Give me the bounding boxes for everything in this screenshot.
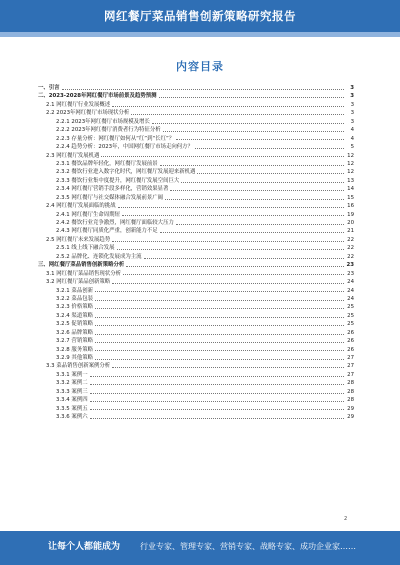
toc-entry[interactable] bbox=[38, 261, 354, 269]
toc-entry[interactable] bbox=[38, 371, 354, 379]
toc-leader-dots bbox=[112, 236, 344, 242]
toc-entry[interactable] bbox=[38, 396, 354, 404]
toc-entry-title: 3.2.1 菜品创新 bbox=[56, 287, 93, 294]
toc-entry-page: 25 bbox=[347, 312, 354, 319]
toc-entry-title: 3.2.5 促销策略 bbox=[56, 321, 93, 328]
toc-leader-dots bbox=[152, 118, 344, 124]
toc-leader-dots bbox=[90, 405, 344, 411]
toc-entry-page: 23 bbox=[346, 262, 354, 269]
toc-entry-title: 3.3.2 案例二 bbox=[56, 380, 88, 387]
toc-entry[interactable] bbox=[38, 236, 354, 244]
toc-leader-dots bbox=[95, 287, 344, 293]
toc-entry-title: 2.3.3 餐饮行业集中度提升，网红餐厅发展空间巨大 bbox=[56, 177, 180, 184]
toc-entry-page: 23 bbox=[347, 270, 354, 277]
toc-entry-title: 2.4.3 网红餐厅同质化严重，创新能力不足 bbox=[56, 228, 158, 235]
toc-entry-page: 24 bbox=[347, 287, 354, 294]
toc-entry-title: 2.4 网红餐厅发展面临的挑战 bbox=[46, 203, 116, 210]
toc-leader-dots bbox=[122, 211, 344, 217]
toc-leader-dots bbox=[112, 362, 344, 368]
toc-leader-dots bbox=[90, 396, 344, 402]
toc-entry-title: 2.3.5 网红餐厅与社交媒体融合发展前景广阔 bbox=[56, 194, 164, 201]
toc-entry-page: 27 bbox=[347, 355, 354, 361]
toc-entry-page: 5 bbox=[350, 144, 354, 151]
toc-entry[interactable] bbox=[38, 92, 354, 100]
toc-leader-dots bbox=[126, 261, 344, 267]
toc-entry-page: 26 bbox=[347, 338, 354, 345]
toc-entry-page: 12 bbox=[347, 152, 354, 159]
toc-entry-title: 三、网红餐厅菜品销售创新策略分析 bbox=[38, 262, 125, 269]
toc-entry-page: 19 bbox=[347, 211, 354, 218]
toc-entry-page: 3 bbox=[350, 110, 354, 117]
toc-entry[interactable] bbox=[38, 278, 354, 286]
toc-leader-dots bbox=[195, 143, 344, 149]
toc-entry-page: 20 bbox=[347, 220, 354, 226]
toc-entry-title: 2.3.2 餐饮行业进入数字化时代，网红餐厅发展迎来新机遇 bbox=[56, 169, 196, 176]
toc-leader-dots bbox=[165, 194, 344, 200]
toc-leader-dots bbox=[118, 202, 344, 208]
toc-entry[interactable] bbox=[38, 379, 354, 387]
toc-leader-dots bbox=[163, 126, 344, 132]
toc-leader-dots bbox=[112, 101, 344, 107]
toc-entry[interactable] bbox=[38, 219, 354, 227]
toc-entry[interactable] bbox=[38, 160, 354, 168]
toc-entry-title: 3.3.5 案例五 bbox=[56, 405, 88, 412]
toc-entry-page: 12 bbox=[347, 169, 354, 176]
toc-leader-dots bbox=[101, 152, 344, 158]
toc-entry-page: 3 bbox=[350, 93, 354, 100]
toc-entry-page: 12 bbox=[347, 160, 354, 167]
toc-leader-dots bbox=[95, 346, 344, 352]
toc-entry-page: 29 bbox=[347, 405, 354, 412]
toc-entry-title: 3.2.6 品牌策略 bbox=[56, 329, 93, 336]
toc-entry-page: 21 bbox=[347, 228, 354, 235]
toc-entry[interactable] bbox=[38, 84, 354, 92]
toc-entry[interactable] bbox=[38, 329, 354, 337]
toc-entry-title: 2.1 网红餐厅行业发展概述 bbox=[46, 101, 111, 108]
toc-entry-title: 3.2.8 服务策略 bbox=[56, 346, 93, 353]
footer-slogan: 行业专家、管理专家、营销专家、战略专家、成功企业家…… bbox=[140, 542, 356, 551]
toc-entry-page: 28 bbox=[347, 380, 354, 387]
toc-leader-dots bbox=[181, 177, 344, 183]
toc-entry[interactable] bbox=[38, 287, 354, 295]
toc-entry-page: 22 bbox=[347, 245, 354, 252]
toc-entry-page: 22 bbox=[347, 236, 354, 243]
toc-entry-page: 29 bbox=[347, 414, 354, 421]
toc-entry-title: 2.5 网红餐厅未来发展趋势 bbox=[46, 236, 111, 243]
toc-entry-title: 3.3.3 案例三 bbox=[56, 388, 88, 395]
toc-entry-page: 27 bbox=[347, 363, 354, 370]
toc-leader-dots bbox=[159, 92, 345, 98]
toc-entry-page: 26 bbox=[347, 329, 354, 336]
toc-entry-title: 3.3.6 案例六 bbox=[56, 414, 88, 421]
toc-entry[interactable] bbox=[38, 253, 354, 261]
toc-entry[interactable] bbox=[38, 295, 354, 303]
toc-entry-title: 2.2.4 趋势分析：2023年，中国网红餐厅市场走向何方？ bbox=[56, 144, 193, 151]
toc-leader-dots bbox=[90, 371, 344, 377]
toc-leader-dots bbox=[90, 413, 344, 419]
toc-entry[interactable] bbox=[38, 354, 354, 362]
toc-entry-title: 2.3.1 餐饮品牌年轻化，网红餐厅发展前景 bbox=[56, 160, 158, 167]
toc-entry-page: 24 bbox=[347, 279, 354, 286]
toc-leader-dots bbox=[95, 303, 344, 309]
toc-entry-title: 2.4.2 餐饮行业竞争激烈，网红餐厅面临较大压力 bbox=[56, 220, 174, 226]
toc-leader-dots bbox=[62, 84, 344, 90]
toc-entry-title: 3.3.4 案例四 bbox=[56, 397, 88, 404]
toc-entry[interactable] bbox=[38, 168, 354, 176]
toc-leader-dots bbox=[95, 312, 344, 318]
toc-entry-title: 3.2.4 渠道策略 bbox=[56, 312, 93, 319]
toc-leader-dots bbox=[95, 320, 344, 326]
toc-entry-page: 28 bbox=[347, 397, 354, 404]
toc-entry-title: 2.5.1 线上线下融合发展 bbox=[56, 245, 115, 252]
toc-entry-page: 16 bbox=[347, 203, 354, 210]
toc-entry-page: 25 bbox=[347, 304, 354, 311]
toc-entry-title: 2.2.3 存量分析：网红餐厅如何从“红”到“长红”？ bbox=[56, 135, 175, 142]
toc-entry-title: 2.2.2 2023年网红餐厅消费者行为特征分析 bbox=[56, 127, 161, 134]
toc-entry-page: 25 bbox=[347, 321, 354, 328]
toc-entry[interactable] bbox=[38, 185, 354, 193]
toc-entry[interactable] bbox=[38, 194, 354, 202]
toc-entry-page: 3 bbox=[350, 85, 354, 91]
toc-entry[interactable] bbox=[38, 413, 354, 421]
toc-entry-title: 3.3 菜品销售创新案例分析 bbox=[46, 363, 111, 370]
toc-entry[interactable] bbox=[38, 227, 354, 235]
toc-entry-page: 3 bbox=[350, 101, 354, 108]
toc-entry[interactable] bbox=[38, 303, 354, 311]
toc-entry-page: 15 bbox=[347, 194, 354, 201]
toc-entry[interactable] bbox=[38, 320, 354, 328]
toc-entry[interactable] bbox=[38, 202, 354, 210]
footer-left-text: 让每个人都能成为 bbox=[48, 542, 121, 552]
toc-entry-page: 13 bbox=[347, 177, 354, 184]
toc-leader-dots bbox=[176, 135, 344, 141]
toc-entry-title: 2.2.1 2023年网红餐厅市场规模及增长 bbox=[56, 118, 150, 125]
toc-entry-title: 3.2.9 其他策略 bbox=[56, 355, 93, 361]
toc-entry-page: 4 bbox=[350, 127, 354, 134]
toc-leader-dots bbox=[170, 185, 344, 191]
toc-leader-dots bbox=[112, 278, 344, 284]
toc-entry[interactable] bbox=[38, 177, 354, 185]
toc-leader-dots bbox=[144, 253, 344, 259]
toc-entry[interactable] bbox=[38, 405, 354, 413]
toc-entry-title: 2.2 2023年网红餐厅市场现状分析 bbox=[46, 110, 130, 117]
toc-entry[interactable] bbox=[38, 346, 354, 354]
toc-entry[interactable] bbox=[38, 126, 354, 134]
toc-leader-dots bbox=[131, 109, 344, 115]
toc-entry-title: 2.4.1 网红餐厅生命周期短 bbox=[56, 211, 120, 218]
table-of-contents bbox=[38, 84, 354, 422]
toc-entry[interactable] bbox=[38, 312, 354, 320]
toc-leader-dots bbox=[90, 388, 344, 394]
toc-entry[interactable] bbox=[38, 101, 354, 109]
toc-leader-dots bbox=[95, 329, 344, 335]
toc-leader-dots bbox=[197, 168, 344, 174]
header-divider bbox=[0, 32, 400, 37]
toc-leader-dots bbox=[176, 219, 344, 225]
toc-entry-title: 3.2.3 价格策略 bbox=[56, 304, 93, 311]
toc-entry-title: 3.3.1 案例一 bbox=[56, 371, 88, 378]
toc-entry-title: 二、2023-2028年网红餐厅市场前景及趋势预测 bbox=[38, 93, 157, 100]
footer-banner bbox=[0, 531, 400, 565]
toc-heading: 内容目录 bbox=[176, 60, 224, 73]
toc-entry-title: 3.2 网红餐厅菜品创新策略 bbox=[46, 279, 111, 286]
toc-entry[interactable] bbox=[38, 362, 354, 370]
toc-entry-page: 27 bbox=[347, 371, 354, 378]
toc-entry[interactable] bbox=[38, 388, 354, 396]
toc-leader-dots bbox=[95, 295, 344, 301]
page-number: 2 bbox=[344, 516, 348, 522]
toc-entry[interactable] bbox=[38, 152, 354, 160]
toc-entry[interactable] bbox=[38, 143, 354, 151]
toc-entry-title: 3.2.7 营销策略 bbox=[56, 338, 93, 345]
toc-entry[interactable] bbox=[38, 118, 354, 126]
toc-entry-page: 22 bbox=[347, 253, 354, 260]
toc-entry-page: 26 bbox=[347, 346, 354, 353]
toc-entry-title: 3.2.2 菜品包装 bbox=[56, 295, 93, 302]
toc-entry-title: 2.3 网红餐厅发展机遇 bbox=[46, 152, 100, 159]
toc-leader-dots bbox=[160, 227, 344, 233]
toc-leader-dots bbox=[117, 244, 344, 250]
toc-entry-title: 2.3.4 网红餐厅营销手段多样化，营销效果显著 bbox=[56, 186, 169, 193]
toc-entry[interactable] bbox=[38, 109, 354, 117]
toc-entry-page: 14 bbox=[347, 186, 354, 193]
toc-entry-page: 24 bbox=[347, 295, 354, 302]
toc-entry-title: 3.1 网红餐厅菜品销售现状分析 bbox=[46, 270, 121, 277]
toc-entry[interactable] bbox=[38, 244, 354, 252]
toc-entry-title: 一、引言 bbox=[38, 85, 60, 91]
toc-leader-dots bbox=[160, 160, 344, 166]
toc-entry-page: 4 bbox=[350, 135, 354, 142]
toc-entry[interactable] bbox=[38, 337, 354, 345]
toc-entry-page: 3 bbox=[350, 118, 354, 125]
toc-entry-page: 28 bbox=[347, 388, 354, 395]
toc-leader-dots bbox=[95, 337, 344, 343]
toc-leader-dots bbox=[90, 379, 344, 385]
toc-leader-dots bbox=[123, 270, 344, 276]
toc-entry[interactable] bbox=[38, 135, 354, 143]
toc-entry[interactable] bbox=[38, 270, 354, 278]
report-title: 网红餐厅菜品销售创新策略研究报告 bbox=[0, 0, 400, 32]
toc-leader-dots bbox=[95, 354, 344, 360]
toc-entry[interactable] bbox=[38, 211, 354, 219]
toc-entry-title: 2.5.2 品牌化、连锁化发展成为主流 bbox=[56, 253, 142, 260]
